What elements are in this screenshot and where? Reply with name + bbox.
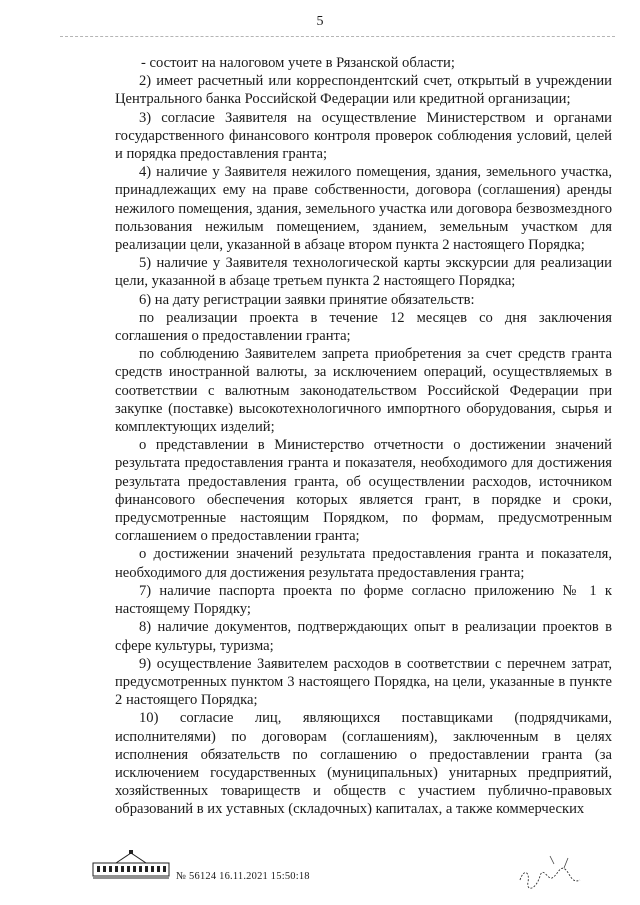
page-number: 5 xyxy=(316,14,324,29)
paragraph: - состоит на налоговом учете в Рязанской области; xyxy=(141,55,455,71)
footer xyxy=(90,850,610,900)
paragraph: 8) наличие документов, подтверждающих опыт в реализации проектов в сфере культуры, туризма; xyxy=(115,619,612,654)
paragraph: 7) наличие паспорта проекта по форме согласно приложению № 1 к настоящему Порядку; xyxy=(115,582,612,618)
building-stamp-icon xyxy=(90,850,172,880)
paragraph: о достижении значений результата предоставления гранта и показателя, необходимого для достижения результата предоставления гранта; xyxy=(115,546,612,581)
handwritten-signature xyxy=(510,850,590,894)
paragraph: 9) осуществление Заявителем расходов в соответствии с перечнем затрат, предусмотренных пунктом 3 настоящего Порядка, на цели, указанные в пункте 2 настоящего Порядка; xyxy=(115,655,612,709)
paragraph: 3) согласие Заявителя на осуществление Министерством и органами государственного финансового контроля проверок соблюдения условий, целей и порядка предоставления гранта; xyxy=(115,109,612,163)
registration-number: № 56124 16.11.2021 15:50:18 xyxy=(176,871,310,882)
paragraph: 2) имеет расчетный или корреспондентский счет, открытый в учреждении Центрального банка Российской Федерации или кредитной организации; xyxy=(115,73,612,108)
paragraph: 4) наличие у Заявителя нежилого помещения, здания, земельного участка, принадлежащих ему на праве собственности, договора (соглашения) аренды нежилого помещения, здания, земельного участка или договора безвозмездного пользования нежилым помещением, зданием, земельным участком для реализации цели, указанной в абзаце втором пункта 2 настоящего Порядка; xyxy=(115,164,612,254)
document-body xyxy=(115,54,612,819)
top-rule xyxy=(60,36,615,37)
paragraph: по соблюдению Заявителем запрета приобретения за счет средств гранта средств иностранной валюты, за исключением операций, осуществляемых в соответствии с валютным законодательством Российской Федерации при закупке (поставке) высокотехнологичного импортного оборудования, сырья и комплектующих изделий; xyxy=(115,346,612,436)
paragraph: 5) наличие у Заявителя технологической карты экскурсии для реализации цели, указанной в абзаце третьем пункта 2 настоящего Порядка; xyxy=(115,255,612,290)
paragraph: 6) на дату регистрации заявки принятие обязательств: xyxy=(139,291,475,308)
paragraph: 10) согласие лиц, являющихся поставщиками (подрядчиками, исполнителями) по договорам (соглашениям), заключенным в целях исполнения обязательств по соглашению о предоставлении гранта (за исключением государственных (муниципальных) унитарных предприятий, хозяйственных товариществ и обществ с участием публично-правовых образований в их уставных (складочных) капиталах, а также коммерческих xyxy=(115,710,612,818)
paragraph: о представлении в Министерство отчетности о достижении значений результата предоставления гранта и показателя, необходимого для достижения результата предоставления гранта, об осуществлении расходов, источником финансового обеспечения которых является грант, в порядке и сроки, предусмотренные настоящим Порядком, по формам, предусмотренным соглашением о предоставлении гранта; xyxy=(115,437,612,545)
paragraph: по реализации проекта в течение 12 месяцев со дня заключения соглашения о предоставлении гранта; xyxy=(115,309,612,345)
